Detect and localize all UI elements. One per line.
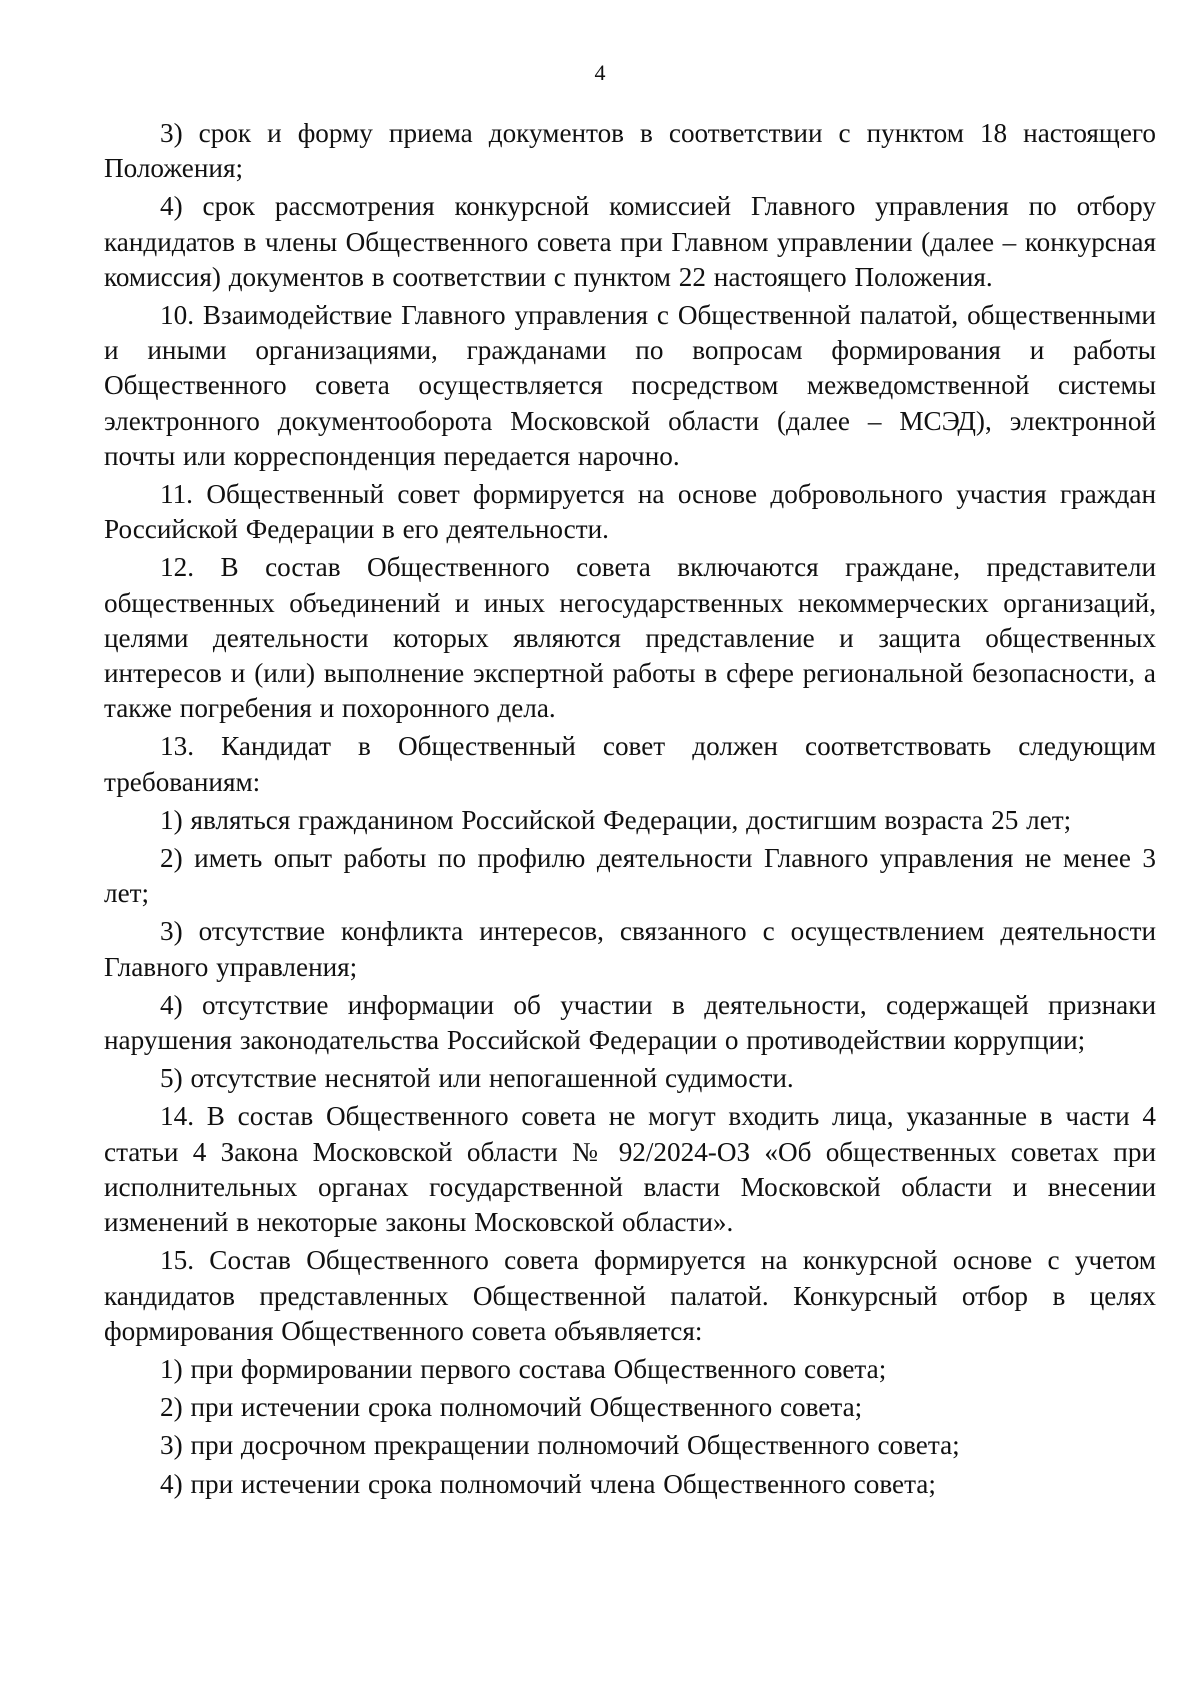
page-number: 4 (594, 60, 606, 85)
list-item: 3) отсутствие конфликта интересов, связанного с осуществлением деятельности Главного управления; (104, 916, 1156, 982)
list-item: 2) иметь опыт работы по профилю деятельности Главного управления не менее 3 лет; (104, 843, 1156, 909)
list-item: 2) при истечении срока полномочий Общественного совета; (160, 1392, 863, 1423)
clause-13: 13. Кандидат в Общественный совет должен соответствовать следующим требованиям: (104, 731, 1156, 797)
clause-10: 10. Взаимодействие Главного управления с Общественной палатой, общественными и иными организациями, гражданами по вопросам формирования и работы Общественного совета осуществляется посредством межведомственной системы электронного документооборота Московской области (далее – МСЭД), электронной почты или корреспонденция передается нарочно. (104, 300, 1156, 471)
clause-14: 14. В состав Общественного совета не могут входить лица, указанные в части 4 статьи 4 Закона Московской области № 92/2024-ОЗ «Об общественных советах при исполнительных органах государственной власти Московской области и внесении изменений в некоторые законы Московской области». (104, 1101, 1156, 1238)
list-item: 1) являться гражданином Российской Федерации, достигшим возраста 25 лет; (160, 804, 1072, 835)
clause-11: 11. Общественный совет формируется на основе добровольного участия граждан Российской Федерации в его деятельности. (104, 479, 1156, 545)
clause-15: 15. Состав Общественного совета формируется на конкурсной основе с учетом кандидатов представленных Общественной палатой. Конкурсный отбор в целях формирования Общественного совета объявляется: (104, 1245, 1156, 1346)
list-item: 4) при истечении срока полномочий члена Общественного совета; (160, 1468, 936, 1499)
list-item: 4) отсутствие информации об участии в деятельности, содержащей признаки нарушения законодательства Российской Федерации о противодействии коррупции; (104, 989, 1156, 1056)
list-item: 4) срок рассмотрения конкурсной комиссией Главного управления по отбору кандидатов в члены Общественного совета при Главном управлении (далее – конкурсная комиссия) документов в соответствии с пунктом 22 настоящего Положения. (104, 191, 1156, 292)
list-item: 1) при формировании первого состава Общественного совета; (160, 1353, 887, 1384)
list-item: 3) срок и форму приема документов в соответствии с пунктом 18 настоящего Положения; (104, 118, 1156, 184)
list-item: 3) при досрочном прекращении полномочий Общественного совета; (160, 1430, 960, 1461)
document-body (104, 116, 1156, 1505)
clause-12: 12. В состав Общественного совета включаются граждане, представители общественных объединений и иных негосударственных некоммерческих организаций, целями деятельности которых являются представление и защита общественных интересов и (или) выполнение экспертной работы в сфере региональной безопасности, а также погребения и похоронного дела. (104, 552, 1156, 724)
list-item: 5) отсутствие неснятой или непогашенной судимости. (160, 1063, 794, 1094)
